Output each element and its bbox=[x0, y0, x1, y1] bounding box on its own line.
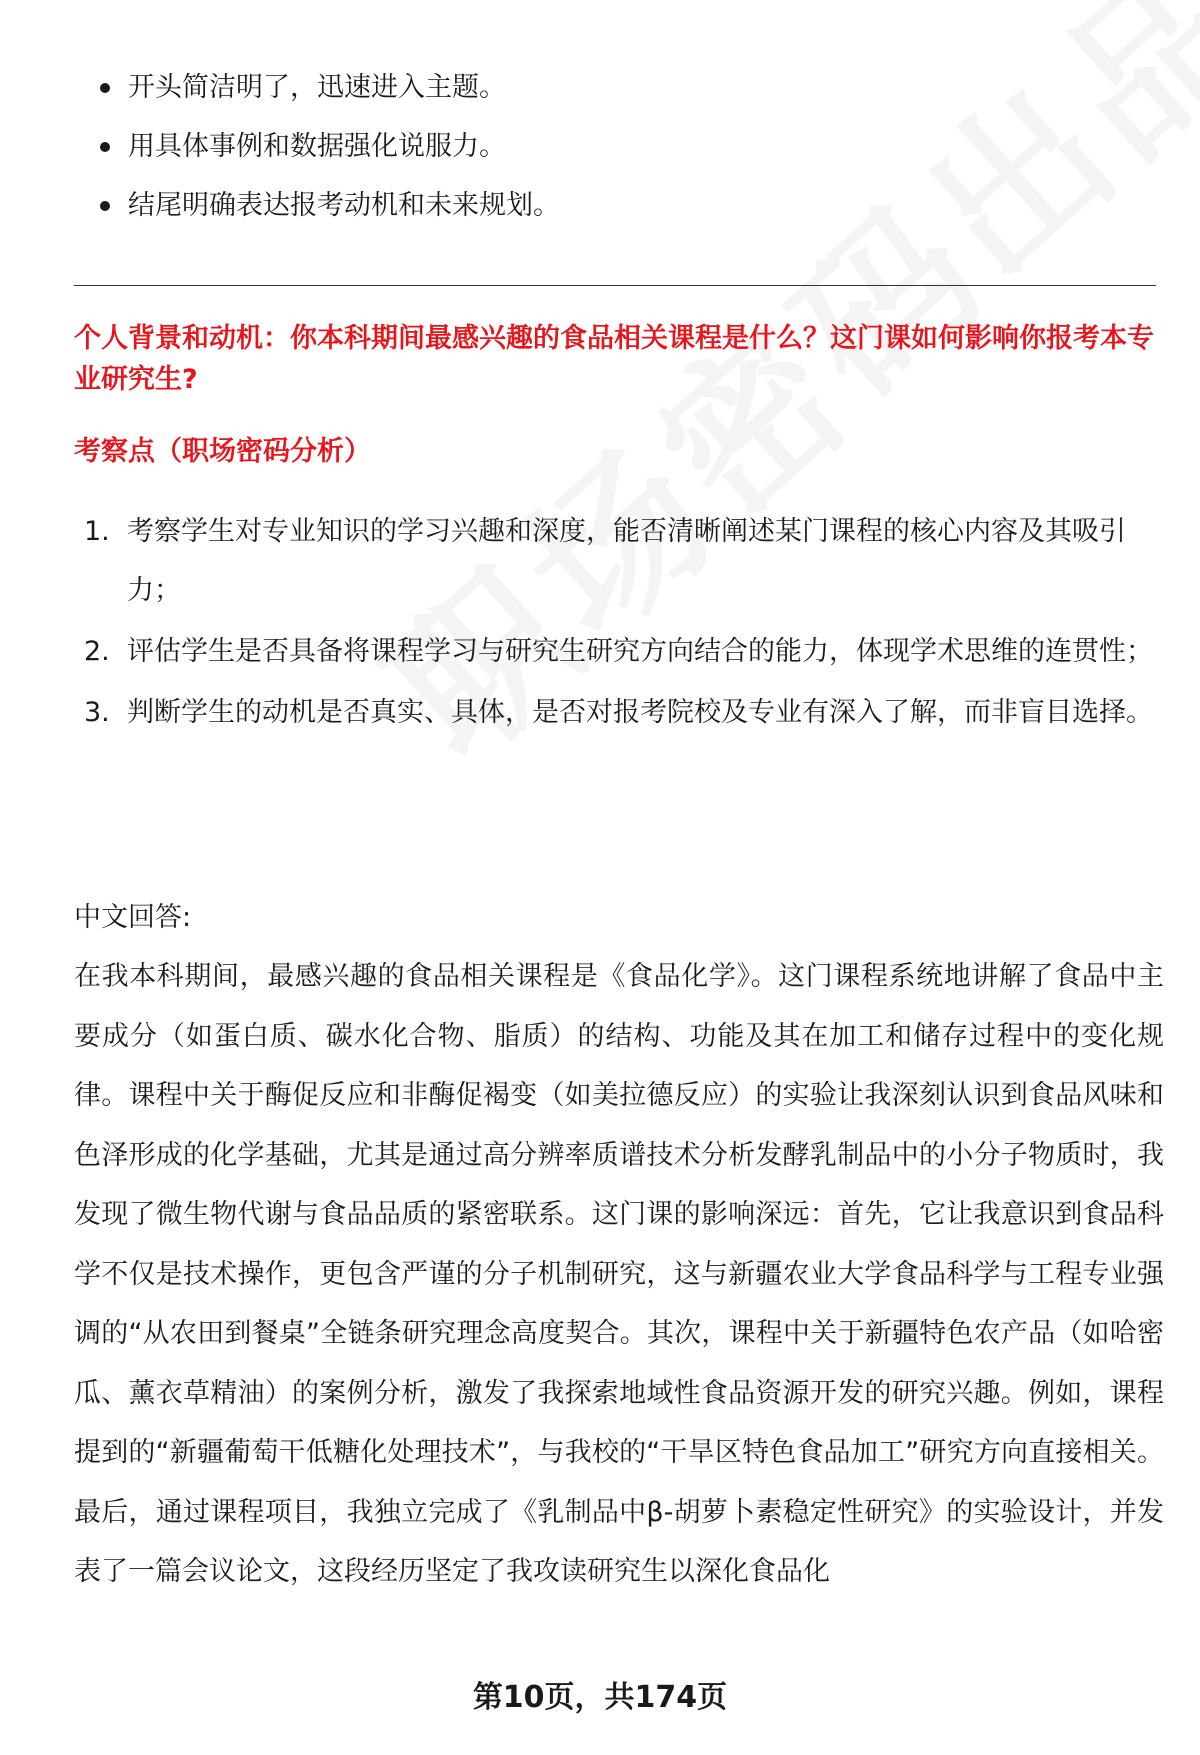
tips-list bbox=[98, 58, 560, 235]
item-text: 考察学生对专业知识的学习兴趣和深度，能否清晰阐述某门课程的核心内容及其吸引力； bbox=[127, 516, 1126, 606]
item-number: 3. bbox=[84, 697, 110, 728]
analysis-item bbox=[74, 683, 1164, 742]
analysis-item bbox=[74, 622, 1164, 681]
item-number: 2. bbox=[84, 636, 110, 667]
section-divider bbox=[74, 285, 1156, 286]
analysis-item bbox=[74, 502, 1164, 620]
answer-label: 中文回答: bbox=[74, 902, 192, 933]
tip-item: 开头简洁明了，迅速进入主题。 bbox=[98, 58, 560, 117]
tip-item: 结尾明确表达报考动机和未来规划。 bbox=[98, 176, 560, 235]
item-text: 评估学生是否具备将课程学习与研究生研究方向结合的能力，体现学术思维的连贯性； bbox=[127, 636, 1153, 667]
item-text: 判断学生的动机是否真实、具体，是否对报考院校及专业有深入了解，而非盲目选择。 bbox=[127, 697, 1153, 728]
answer-body: 在我本科期间，最感兴趣的食品相关课程是《食品化学》。这门课程系统地讲解了食品中主要成分（如蛋白质、碳水化合物、脂质）的结构、功能及其在加工和储存过程中的变化规律。课程中关于酶促反应和非酶促褐变（如美拉德反应）的实验让我深刻认识到食品风味和色泽形成的化学基础，尤其是通过高分辨率质谱技术分析发酵乳制品中的小分子物质时，我发现了微生物代谢与食品品质的紧密联系。这门课的影响深远：首先，它让我意识到食品科学不仅是技术操作，更包含严谨的分子机制研究，这与新疆农业大学食品科学与工程专业强调的“从农田到餐桌”全链条研究理念高度契合。其次，课程中关于新疆特色农产品（如哈密瓜、薰衣草精油）的案例分析，激发了我探索地域性食品资源开发的研究兴趣。例如，课程提到的“新疆葡萄干低糖化处理技术”，与我校的“干旱区特色食品加工”研究方向直接相关。最后，通过课程项目，我独立完成了《乳制品中β-胡萝卜素稳定性研究》的实验设计，并发表了一篇会议论文，这段经历坚定了我攻读研究生以深化食品化 bbox=[74, 961, 1164, 1587]
tip-item: 用具体事例和数据强化说服力。 bbox=[98, 117, 560, 176]
page-footer: 第10页，共174页 bbox=[472, 1680, 728, 1715]
analysis-heading: 考察点（职场密码分析） bbox=[74, 436, 371, 467]
question-heading: 个人背景和动机：你本科期间最感兴趣的食品相关课程是什么？这门课如何影响你报考本专业研究生? bbox=[74, 323, 1154, 395]
item-number: 1. bbox=[84, 516, 110, 547]
analysis-list bbox=[74, 502, 1164, 744]
